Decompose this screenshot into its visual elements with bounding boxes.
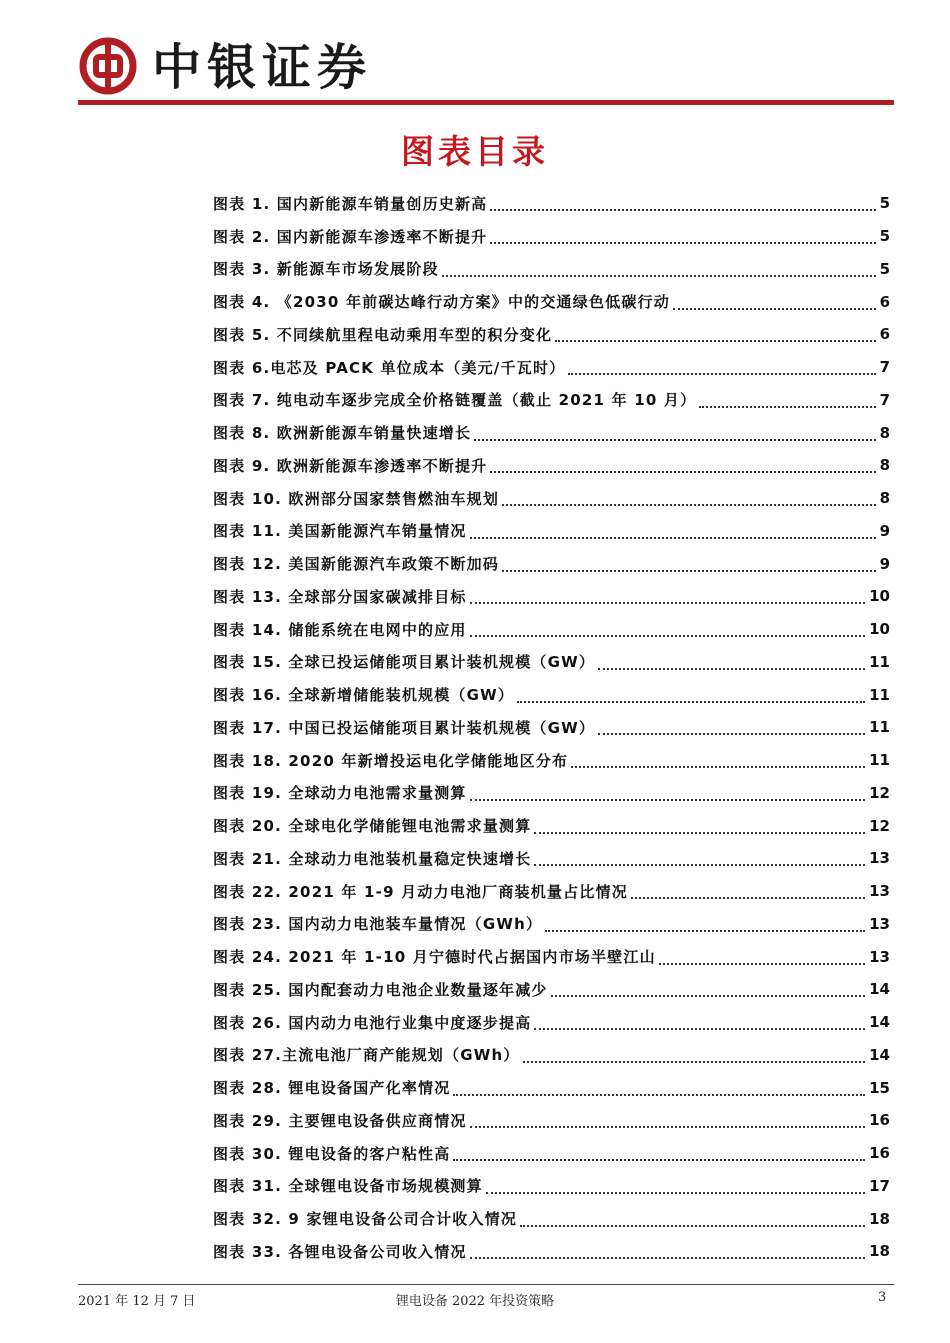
toc-item-page: 8	[879, 489, 890, 508]
toc-item-label: 图表 28. 锂电设备国产化率情况	[213, 1079, 451, 1098]
toc-item-label: 图表 17. 中国已投运储能项目累计装机规模（GW）	[213, 718, 596, 737]
toc-item-page: 7	[879, 358, 890, 377]
toc-item-page: 14	[869, 1045, 890, 1064]
toc-item-page: 12	[869, 783, 890, 802]
table-of-figures	[213, 187, 890, 1268]
toc-item[interactable]	[213, 744, 890, 777]
toc-item-label: 图表 7. 纯电动车逐步完成全价格链覆盖（截止 2021 年 10 月）	[213, 391, 697, 410]
toc-item-page: 11	[869, 652, 890, 671]
toc-item-page: 14	[869, 980, 890, 999]
toc-item-page: 5	[879, 259, 890, 278]
toc-item-page: 13	[869, 849, 890, 868]
footer-report-title: 锂电设备 2022 年投资策略	[395, 1294, 555, 1309]
toc-leader-dots	[486, 1182, 865, 1194]
toc-item[interactable]	[213, 711, 890, 744]
toc-item-page: 16	[869, 1111, 890, 1130]
page-header	[78, 36, 898, 100]
page-title: 图表目录	[401, 132, 549, 171]
toc-item-label: 图表 32. 9 家锂电设备公司合计收入情况	[213, 1210, 518, 1229]
toc-item-page: 11	[869, 685, 890, 704]
toc-leader-dots	[545, 920, 865, 932]
toc-leader-dots	[534, 822, 865, 834]
toc-leader-dots	[442, 265, 876, 277]
toc-item[interactable]	[213, 646, 890, 679]
toc-leader-dots	[568, 363, 875, 375]
toc-leader-dots	[631, 887, 865, 899]
toc-item-page: 10	[869, 587, 890, 606]
toc-leader-dots	[598, 723, 865, 735]
toc-item[interactable]	[213, 1170, 890, 1203]
toc-item[interactable]	[213, 1235, 890, 1268]
toc-item-page: 13	[869, 947, 890, 966]
toc-item[interactable]	[213, 449, 890, 482]
toc-item[interactable]	[213, 1039, 890, 1072]
toc-item-page: 5	[879, 194, 890, 213]
bank-of-china-logo-icon	[78, 36, 138, 96]
toc-leader-dots	[699, 396, 875, 408]
footer-date: 2021 年 12 月 7 日	[78, 1294, 196, 1309]
toc-item-label: 图表 10. 欧洲部分国家禁售燃油车规划	[213, 489, 500, 508]
toc-item-page: 9	[879, 554, 890, 573]
toc-item[interactable]	[213, 351, 890, 384]
toc-leader-dots	[555, 330, 875, 342]
toc-item-page: 13	[869, 882, 890, 901]
toc-item-page: 6	[879, 325, 890, 344]
toc-item-label: 图表 30. 锂电设备的客户粘性高	[213, 1144, 451, 1163]
toc-item-page: 18	[869, 1242, 890, 1261]
toc-leader-dots	[517, 691, 865, 703]
toc-item[interactable]	[213, 1137, 890, 1170]
toc-item-label: 图表 29. 主要锂电设备供应商情况	[213, 1111, 467, 1130]
toc-item-label: 图表 11. 美国新能源汽车销量情况	[213, 522, 467, 541]
toc-leader-dots	[453, 1149, 865, 1161]
toc-item[interactable]	[213, 482, 890, 515]
toc-item-label: 图表 16. 全球新增储能装机规模（GW）	[213, 686, 515, 705]
toc-item-page: 13	[869, 914, 890, 933]
toc-item[interactable]	[213, 777, 890, 810]
toc-item-label: 图表 2. 国内新能源车渗透率不断提升	[213, 227, 488, 246]
toc-item[interactable]	[213, 1006, 890, 1039]
toc-leader-dots	[598, 658, 865, 670]
toc-item[interactable]	[213, 678, 890, 711]
toc-item-page: 7	[879, 390, 890, 409]
toc-item[interactable]	[213, 318, 890, 351]
toc-item-page: 15	[869, 1078, 890, 1097]
toc-item-label: 图表 33. 各锂电设备公司收入情况	[213, 1242, 467, 1261]
toc-item-label: 图表 5. 不同续航里程电动乘用车型的积分变化	[213, 325, 553, 344]
toc-item-label: 图表 24. 2021 年 1-10 月宁德时代占据国内市场半壁江山	[213, 948, 656, 967]
toc-item[interactable]	[213, 515, 890, 548]
toc-item[interactable]	[213, 580, 890, 613]
toc-item-page: 11	[869, 751, 890, 770]
toc-item-page: 18	[869, 1209, 890, 1228]
toc-leader-dots	[470, 527, 876, 539]
toc-item-page: 8	[879, 456, 890, 475]
toc-item-label: 图表 22. 2021 年 1-9 月动力电池厂商装机量占比情况	[213, 882, 628, 901]
toc-item-label: 图表 18. 2020 年新增投运电化学储能地区分布	[213, 751, 569, 770]
toc-item-label: 图表 1. 国内新能源车销量创历史新高	[213, 194, 488, 213]
toc-item-label: 图表 3. 新能源车市场发展阶段	[213, 260, 439, 279]
toc-leader-dots	[502, 494, 876, 506]
toc-item-label: 图表 12. 美国新能源汽车政策不断加码	[213, 555, 500, 574]
toc-item-label: 图表 20. 全球电化学储能锂电池需求量测算	[213, 817, 532, 836]
toc-leader-dots	[490, 461, 875, 473]
brand-name: 中银证券	[152, 39, 373, 96]
toc-leader-dots	[551, 985, 866, 997]
toc-leader-dots	[470, 1116, 866, 1128]
footer-page-number: 3	[878, 1290, 887, 1305]
toc-leader-dots	[520, 1215, 865, 1227]
toc-leader-dots	[659, 953, 865, 965]
toc-item-label: 图表 31. 全球锂电设备市场规模测算	[213, 1177, 483, 1196]
header-divider	[78, 100, 894, 105]
toc-leader-dots	[470, 592, 866, 604]
toc-leader-dots	[534, 854, 865, 866]
toc-item[interactable]	[213, 220, 890, 253]
toc-item-page: 5	[879, 227, 890, 246]
toc-item-label: 图表 9. 欧洲新能源车渗透率不断提升	[213, 456, 488, 475]
toc-leader-dots	[490, 232, 875, 244]
toc-item-label: 图表 21. 全球动力电池装机量稳定快速增长	[213, 849, 532, 868]
toc-item-page: 8	[879, 423, 890, 442]
toc-item[interactable]	[213, 613, 890, 646]
toc-leader-dots	[502, 560, 876, 572]
toc-item-label: 图表 13. 全球部分国家碳减排目标	[213, 587, 467, 606]
toc-item[interactable]	[213, 384, 890, 417]
toc-item[interactable]	[213, 940, 890, 973]
toc-item-label: 图表 27.主流电池厂商产能规划（GWh）	[213, 1046, 520, 1065]
toc-leader-dots	[470, 789, 866, 801]
toc-item-label: 图表 4. 《2030 年前碳达峰行动方案》中的交通绿色低碳行动	[213, 293, 670, 312]
toc-item[interactable]	[213, 875, 890, 908]
toc-leader-dots	[470, 1247, 866, 1259]
toc-item[interactable]	[213, 908, 890, 941]
toc-item-label: 图表 8. 欧洲新能源车销量快速增长	[213, 424, 472, 443]
toc-item-label: 图表 25. 国内配套动力电池企业数量逐年减少	[213, 980, 548, 999]
toc-item-label: 图表 26. 国内动力电池行业集中度逐步提高	[213, 1013, 532, 1032]
toc-leader-dots	[470, 625, 866, 637]
toc-item[interactable]	[213, 1071, 890, 1104]
toc-item-label: 图表 23. 国内动力电池装车量情况（GWh）	[213, 915, 543, 934]
footer-divider	[78, 1284, 894, 1285]
toc-item[interactable]	[213, 547, 890, 580]
toc-leader-dots	[453, 1084, 865, 1096]
toc-item[interactable]	[213, 1104, 890, 1137]
toc-item[interactable]	[213, 253, 890, 286]
toc-item-page: 14	[869, 1013, 890, 1032]
toc-leader-dots	[490, 199, 875, 211]
toc-item[interactable]	[213, 809, 890, 842]
toc-item[interactable]	[213, 1202, 890, 1235]
toc-item[interactable]	[213, 187, 890, 220]
toc-leader-dots	[523, 1051, 866, 1063]
toc-item-label: 图表 19. 全球动力电池需求量测算	[213, 784, 467, 803]
toc-item-page: 11	[869, 718, 890, 737]
toc-leader-dots	[673, 298, 876, 310]
toc-leader-dots	[474, 429, 875, 441]
toc-leader-dots	[571, 756, 865, 768]
toc-item-label: 图表 6.电芯及 PACK 单位成本（美元/千瓦时）	[213, 358, 566, 377]
toc-item-page: 17	[869, 1176, 890, 1195]
toc-item-label: 图表 14. 储能系统在电网中的应用	[213, 620, 467, 639]
toc-item[interactable]	[213, 416, 890, 449]
toc-item-page: 16	[869, 1144, 890, 1163]
toc-item-page: 9	[879, 521, 890, 540]
toc-item-page: 12	[869, 816, 890, 835]
toc-item[interactable]	[213, 842, 890, 875]
toc-item-page: 10	[869, 620, 890, 639]
toc-item[interactable]	[213, 973, 890, 1006]
toc-item-label: 图表 15. 全球已投运储能项目累计装机规模（GW）	[213, 653, 596, 672]
toc-item-page: 6	[879, 292, 890, 311]
toc-item[interactable]	[213, 285, 890, 318]
toc-leader-dots	[534, 1018, 865, 1030]
